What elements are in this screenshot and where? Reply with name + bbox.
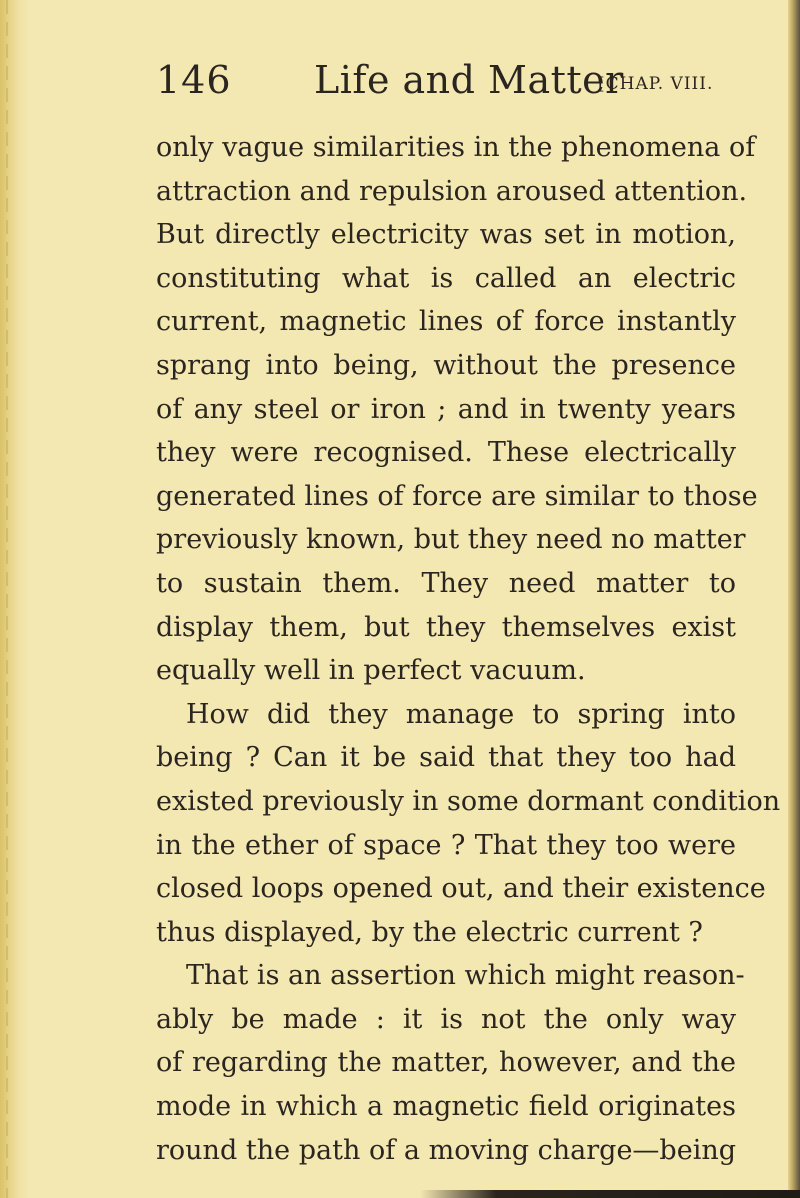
page-right-edge — [788, 0, 800, 1198]
paragraph-end-line: equally well in perfect vacuum. — [156, 655, 586, 687]
text-line: display them, but they themselves exist — [156, 611, 736, 643]
text-line: mode in which a magnetic field originates — [156, 1091, 736, 1123]
text-line: current, magnetic lines of force instantly — [156, 306, 736, 338]
text-line: of any steel or iron ; and in twenty years — [156, 393, 736, 425]
text-line: But directly electricity was set in motion, — [156, 219, 736, 251]
page-number: 146 — [156, 58, 232, 102]
text-line: to sustain them. They need matter to — [156, 567, 736, 599]
text-line: only vague similarities in the phenomena of — [156, 132, 756, 163]
page-left-edge — [0, 0, 28, 1198]
paragraph-start-line: That is an assertion which might reason- — [186, 960, 745, 992]
text-line: constituting what is called an electric — [156, 262, 736, 294]
text-line: sprang into being, without the presence — [156, 349, 736, 381]
text-line: round the path of a moving charge—being — [156, 1134, 736, 1166]
paragraph-end-line: thus displayed, by the electric current ? — [156, 916, 703, 948]
page-bottom-edge — [420, 1190, 800, 1198]
text-line: existed previously in some dormant condition — [156, 785, 781, 817]
text-line: closed loops opened out, and their existence — [156, 873, 766, 905]
body-text — [156, 126, 781, 1172]
text-line: of regarding the matter, however, and the — [156, 1047, 736, 1079]
text-line: they were recognised. These electrically — [156, 437, 736, 469]
running-header — [156, 58, 746, 108]
text-line: in the ether of space ? That they too were — [156, 829, 736, 861]
running-title: Life and Matter — [314, 58, 624, 102]
chapter-reference: [CHAP. VIII. — [598, 74, 714, 94]
text-line: generated lines of force are similar to those — [156, 480, 758, 512]
text-line: ably be made : it is not the only way — [156, 1003, 736, 1035]
paragraph-start-line: How did they manage to spring into — [186, 698, 736, 730]
text-line: being ? Can it be said that they too had — [156, 742, 736, 774]
text-line: previously known, but they need no matter — [156, 524, 746, 556]
text-line: attraction and repulsion aroused attention. — [156, 175, 748, 207]
